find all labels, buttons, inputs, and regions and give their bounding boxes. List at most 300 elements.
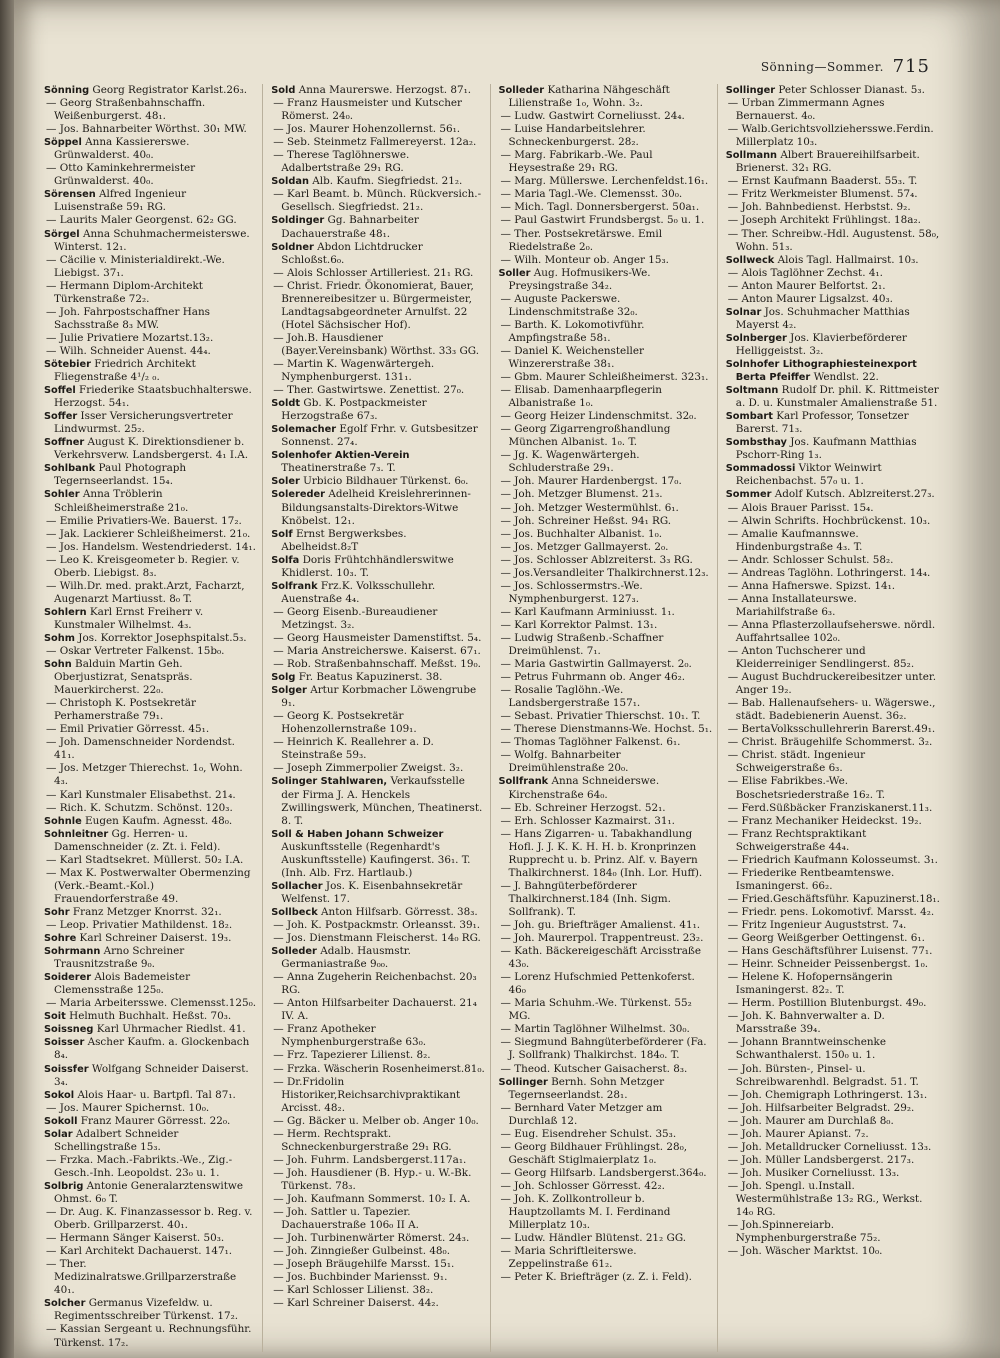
directory-entry [44, 1036, 258, 1062]
entry-surname: Sörensen [44, 189, 96, 201]
directory-entry [726, 828, 940, 854]
directory-entry [726, 736, 940, 749]
entry-surname: Sötebier [44, 358, 91, 370]
directory-entry [271, 449, 485, 475]
entry-surname: Solfrank [271, 580, 318, 592]
directory-entry [726, 775, 940, 801]
directory-entry [44, 97, 258, 123]
directory-entry [499, 749, 713, 775]
directory-entry [499, 423, 713, 449]
entry-details: Urbicio Bildhauer Türkenst. 6₀. [299, 475, 469, 488]
entry-surname: Sohlbank [44, 463, 96, 475]
entry-surname: Söppel [44, 137, 82, 149]
directory-entry [726, 97, 940, 123]
directory-entry [271, 932, 485, 945]
entry-details: Adolf Kutsch. Ablzreiterst.27₃. [771, 488, 935, 501]
entry-details: — Julie Privatiere Mozartst.13₂. [46, 331, 214, 344]
directory-entry [271, 241, 485, 267]
entry-surname: Sollfrank [498, 776, 549, 788]
entry-details: — Joh. Bürsten-, Pinsel- u. Schreibwarenhdl. Belgradst. 51. T. [727, 1062, 919, 1088]
directory-entry [499, 971, 713, 997]
directory-entry [271, 762, 485, 775]
entry-details: Ascher Kaufm. a. Glockenbach 8₄. [54, 1036, 250, 1062]
entry-details: — Christ. städt. Ingenieur Schweigerstraße 6₃. [727, 749, 866, 775]
directory-entry [271, 149, 485, 175]
entry-details: Jos. Schuhmacher Matthias Mayerst 4₂. [735, 305, 910, 331]
entry-details: — Alois Brauer Parisst. 15₄. [727, 501, 874, 514]
directory-entry [271, 684, 485, 710]
entry-details: — Maria Gastwirtin Gallmayerst. 2₀. [500, 658, 692, 671]
entry-details: — Anna Hafnerswe. Spizst. 14₁. [727, 579, 896, 592]
entry-details: — Luise Handarbeitslehrer. Schneckenburgerst. 28₂. [500, 123, 646, 149]
entry-surname: Soisser [44, 1037, 85, 1049]
directory-entry [499, 580, 713, 606]
entry-details: — Gg. Bäcker u. Melber ob. Anger 10₀. [273, 1114, 479, 1127]
entry-details: — Laurits Maler Georgenst. 62₂ GG. [46, 214, 237, 227]
directory-entry [271, 488, 485, 527]
entry-surname: Soffer [44, 411, 78, 423]
directory-entry [44, 306, 258, 332]
entry-details: — Otto Kaminkehrermeister Grünwalderst. 40₀. [46, 162, 196, 188]
directory-entry [726, 502, 940, 515]
directory-entry [271, 580, 485, 606]
directory-entry [499, 175, 713, 188]
entry-details: — Georg Eisenb.-Bureaudiener Metzingst. 3₂. [273, 605, 438, 631]
entry-details: Franz Metzger Knorrst. 32₁. [69, 905, 222, 918]
entry-details: — Emil Privatier Görresst. 45₁. [46, 723, 210, 736]
directory-entry [726, 1154, 940, 1167]
directory-entry [726, 997, 940, 1010]
directory-entry [44, 1128, 258, 1154]
directory-entry [44, 280, 258, 306]
column-1 [44, 84, 263, 1352]
entry-details: — Rosalie Taglöhn.-We. Landsbergerstraße 157₁. [500, 684, 641, 710]
directory-entry [726, 267, 940, 280]
entry-details: — Georg Weißgerber Oettingenst. 6₁. [727, 932, 925, 945]
entry-details: — Karl Kunstmaler Elisabethst. 21₄. [46, 788, 236, 801]
directory-entry [44, 1154, 258, 1180]
entry-details: Anna Tröblerin Schleißheimerstraße 21₀. [54, 488, 189, 514]
directory-entry [44, 188, 258, 214]
entry-surname: Solnar [725, 306, 762, 318]
entry-details: Gg. Herren- u. Damenschneider (z. Zt. i. Feld). [54, 827, 221, 853]
directory-entry [44, 162, 258, 188]
entry-details: Anna Maurerswe. Herzogst. 87₁. [295, 84, 472, 96]
entry-details: — Herm. Postillion Blutenburgst. 49₀. [727, 997, 927, 1010]
entry-surname: Sollinger [725, 85, 776, 96]
entry-details: — Joh. Kaufmann Sommerst. 10₂ I. A. [273, 1192, 471, 1205]
directory-entry [499, 1141, 713, 1167]
entry-details: Balduin Martin Geh. Oberjustizrat, Senatspräs. Mauerkircherst. 22₀. [54, 658, 193, 697]
directory-entry [271, 1245, 485, 1258]
directory-entry [44, 906, 258, 919]
directory-entry [44, 919, 258, 932]
directory-entry [44, 358, 258, 384]
entry-details: — Joh.B. Hausdiener (Bayer.Vereinsbank) Wörthst. 33₃ GG. [273, 331, 480, 357]
entry-surname: Solleder [498, 85, 545, 96]
entry-details: Franz Maurer Görresst. 22₀. [77, 1114, 231, 1127]
directory-entry [726, 671, 940, 697]
entry-surname: Sohnle [44, 815, 82, 827]
entry-details: — Jos. Dienstmann Fleischerst. 14₀ RG. [273, 932, 481, 945]
entry-details: — Anna Installateurswe. Mariahilfstraße 6₃. [727, 592, 857, 618]
directory-entry [271, 606, 485, 632]
entry-details: — Joh. Müller Landsbergerst. 217₃. [727, 1153, 915, 1166]
entry-details: — Ludw. Händler Blütenst. 21₂ GG. [500, 1232, 687, 1245]
entry-details: — Alois Taglöhner Zechst. 4₁. [727, 266, 883, 279]
directory-entry [271, 358, 485, 384]
directory-entry [271, 214, 485, 240]
entry-details: — Sebast. Privatier Thierschst. 10₁. T. [500, 710, 701, 723]
entry-details: — Georg Zigarrengroßhandlung München Albanist. 1₀. T. [500, 423, 671, 449]
entry-details: — Rob. Straßenbahnschaff. Meßst. 19₀. [273, 658, 481, 671]
entry-surname: Solleder [271, 946, 317, 958]
directory-entry [499, 1063, 713, 1076]
entry-details: Frz.K. Volksschullehr. Auenstraße 4₄. [281, 579, 436, 605]
entry-details: Katharina Nähgeschäft Lilienstraße 1₀, Wohn. 3₂. [508, 84, 670, 110]
entry-details: — Jak. Lackierer Schleißheimerst. 21₀. [46, 527, 251, 540]
entry-details: — Joseph Zimmerpolier Zweigst. 3₂. [273, 762, 464, 775]
entry-details: — Cäcilie v. Ministerialdirekt.-We. Liebigst. 37₁. [46, 253, 225, 279]
directory-entry [44, 228, 258, 254]
entry-details: Karl Professor, Tonsetzer Barerst. 71₃. [735, 410, 909, 436]
entry-details: — Joh.Spinnereiarb. Nymphenburgerstraße 75₂. [727, 1219, 881, 1245]
directory-entry [726, 254, 940, 267]
directory-entry [726, 1063, 940, 1089]
entry-details: — Joh. Fahrpostschaffner Hans Sachsstraße 8₃ MW. [46, 305, 210, 331]
directory-entry [499, 502, 713, 515]
entry-surname: Sold [271, 85, 296, 96]
directory-entry [271, 632, 485, 645]
entry-details: — Joh. Maurer am Durchlaß 8₀. [727, 1114, 894, 1127]
entry-surname: Sollweck [725, 254, 775, 266]
directory-entry [499, 802, 713, 815]
directory-entry [499, 880, 713, 919]
directory-entry [726, 945, 940, 958]
entry-details: — Karl Kaufmann Arminiusst. 1₁. [500, 605, 675, 618]
directory-entry [499, 1167, 713, 1180]
entry-surname: Solbrig [44, 1180, 84, 1192]
directory-entry [271, 1167, 485, 1193]
directory-entry [726, 971, 940, 997]
directory-entry [44, 802, 258, 815]
directory-entry [499, 110, 713, 123]
entry-details: — Georg Bildhauer Frühlingst. 28₀, Geschäft Stiglmaierplatz 1₀. [500, 1140, 688, 1166]
directory-entry [271, 1063, 485, 1076]
entry-details: Anna Kassiererswe. Grünwalderst. 40₀. [54, 136, 190, 162]
entry-details: — Joh. Metzger Westermühlst. 6₁. [500, 501, 679, 514]
entry-details: Fr. Beatus Kapuzinerst. 38. [295, 671, 443, 684]
directory-entry [44, 632, 258, 645]
directory-entry [499, 619, 713, 632]
directory-entry [44, 854, 258, 867]
directory-page [14, 0, 1000, 1358]
directory-entry [499, 723, 713, 736]
directory-columns [44, 84, 944, 1352]
directory-entry [726, 488, 940, 501]
directory-entry [726, 1180, 940, 1219]
directory-entry [499, 1193, 713, 1232]
entry-details: — Helene K. Hofopernsängerin Ismaningerst. 82₂. T. [727, 971, 893, 997]
directory-entry [271, 971, 485, 997]
entry-details: Doris Frühtchhändlerswitwe Khidlerst. 10₃. T. [281, 553, 454, 579]
entry-surname: Soltmann [725, 385, 779, 397]
directory-entry [271, 175, 485, 188]
entry-surname: Sokoll [44, 1115, 78, 1127]
entry-details: — Rich. K. Schutzm. Schönst. 120₃. [46, 801, 233, 814]
entry-details: Gg. Bahnarbeiter Dachauerstraße 48₁. [281, 214, 419, 240]
directory-entry [499, 371, 713, 384]
directory-entry [44, 971, 258, 997]
directory-entry [726, 280, 940, 293]
entry-details: — Siegmund Bahngüterbeförderer (Fa. J. Sollfrank) Thalkirchst. 184₀. T. [500, 1036, 707, 1062]
directory-entry [726, 1036, 940, 1062]
directory-entry [499, 228, 713, 254]
entry-details: — Therese Dienstmanns-We. Hochst. 5₁. [500, 723, 713, 736]
directory-entry [44, 762, 258, 788]
directory-entry [499, 267, 713, 293]
entry-details: — Heinrich K. Reallehrer a. D. Steinstraße 59₃. [273, 736, 434, 762]
entry-surname: Sollacher [271, 880, 323, 892]
directory-entry [726, 1089, 940, 1102]
directory-entry [44, 554, 258, 580]
entry-details: Anton Hilfsarb. Görresst. 38₃. [317, 905, 478, 918]
entry-details: — Joh. K. Zollkontrolleur b. Hauptzollamts M. I. Ferdinand Millerplatz 10₃. [500, 1192, 671, 1232]
directory-entry [726, 1245, 940, 1258]
entry-surname: Soll & Haben Johann Schweizer [271, 828, 444, 840]
directory-entry [726, 332, 940, 358]
directory-entry [499, 775, 713, 801]
entry-details: — Georg Straßenbahnschaffn. Weißenburgerst. 48₁. [46, 97, 206, 123]
entry-surname: Sommer [725, 489, 772, 501]
entry-details: Helmuth Buchhalt. Heßst. 70₃. [65, 1010, 232, 1023]
entry-details: — Auguste Packerswe. Lindenschmitstraße 32₀. [500, 292, 638, 318]
entry-details: Bernh. Sohn Metzger Tegernseerlandst. 28₁. [508, 1075, 665, 1101]
entry-details: — Peter K. Briefträger (z. Z. i. Feld). [500, 1271, 692, 1284]
directory-entry [726, 228, 940, 254]
entry-details: Karl Ernst Freiherr v. Kunstmaler Wilhelmst. 4₃. [54, 605, 204, 631]
entry-surname: Sollmann [725, 150, 778, 162]
entry-details: — Karl Schreiner Daiserst. 44₂. [273, 1297, 439, 1310]
directory-entry [44, 332, 258, 345]
entry-details: — Franz Apotheker Nymphenburgerstraße 63₀. [273, 1023, 427, 1049]
directory-entry [271, 1232, 485, 1245]
directory-entry [726, 854, 940, 867]
directory-entry [271, 1128, 485, 1154]
entry-details: — Barth. K. Lokomotivführ. Ampfingstraße 58₁. [500, 318, 645, 344]
entry-details: — Maria Arbeitersswe. Clemensst.125₀. [46, 997, 257, 1010]
entry-details: Paul Photograph Tegernseerlandst. 15₄. [54, 462, 187, 488]
entry-details: — Joh. K. Bahnverwalter a. D. Marsstraße 39₄. [727, 1010, 885, 1036]
directory-entry [271, 84, 485, 97]
entry-surname: Sohler [44, 489, 80, 501]
entry-details: — August Buchdruckereibesitzer unter. Anger 19₂. [727, 671, 937, 697]
directory-entry [726, 175, 940, 188]
directory-entry [726, 1141, 940, 1154]
entry-details: — Amalie Kaufmannswe. Hindenburgstraße 4₃. T. [727, 527, 863, 553]
entry-details: — Ther. Postsekretärswe. Emil Riedelstraße 2₀. [500, 227, 663, 253]
directory-entry [44, 658, 258, 697]
directory-entry [44, 488, 258, 514]
directory-entry [499, 254, 713, 267]
entry-details: — Fritz Werkmeister Blumenst. 57₄. [727, 188, 918, 201]
directory-entry [44, 1180, 258, 1206]
directory-entry [271, 1049, 485, 1062]
entry-details: Jos. Korrektor Josephspitalst.5₃. [74, 631, 247, 644]
entry-surname: Sombsthay [725, 437, 787, 449]
entry-details: — Friedr. pens. Lokomotivf. Marsst. 4₂. [727, 905, 935, 918]
entry-details: — Wilh.Dr. med. prakt.Arzt, Facharzt, Augenarzt Martiusst. 8₀ T. [46, 579, 245, 605]
entry-details: — Hans Zigarren- u. Tabakhandlung Hofl. J. J. K. K. H. H. b. Kronprinzen Rupprecht u. b. Prinz. Alf. v. Bayern Thalkirchnerst. 184₀ (Inh. Lor. Huff). [500, 827, 703, 879]
directory-entry [271, 123, 485, 136]
entry-surname: Soldan [271, 176, 309, 188]
directory-entry [499, 149, 713, 175]
entry-details: — Friederike Rentbeamtenswe. Ismaningerst. 66₂. [727, 866, 895, 892]
entry-details: — Hans Geschäftsführer Luisenst. 77₁. [727, 945, 933, 958]
entry-details: — Joh. Musiker Corneliusst. 13₃. [727, 1166, 900, 1179]
entry-surname: Sohlern [44, 606, 87, 618]
entry-details: Auskunftsstelle (Regenhardt's Auskunftsstelle) Kaufingerst. 36₁. T. (Inh. Alb. Frz. Hartlaub.) [281, 840, 471, 879]
entry-details: — Leo K. Kreisgeometer b. Regier. v. Oberb. Liebigst. 8₃. [46, 553, 240, 579]
entry-details: — Jos. Metzger Thierechst. 1₀, Wohn. 4₃. [46, 762, 243, 788]
directory-entry [271, 736, 485, 762]
directory-entry [271, 332, 485, 358]
directory-entry [271, 1258, 485, 1271]
directory-entry [271, 97, 485, 123]
entry-details: Adelheid Kreislehrerinnen-Bildungsanstalts-Direktors-Witwe Knöbelst. 12₁. [281, 488, 471, 527]
entry-details: — Joh. Wäscher Marktst. 10₀. [727, 1245, 883, 1258]
directory-entry [271, 423, 485, 449]
directory-entry [44, 828, 258, 854]
entry-details: — Emilie Privatiers-We. Bauerst. 17₂. [46, 514, 242, 527]
directory-entry [44, 384, 258, 410]
directory-entry [726, 123, 940, 149]
entry-details: — Christoph K. Postsekretär Perhamerstraße 79₁. [46, 697, 196, 723]
entry-surname: Sohn [44, 659, 72, 671]
entry-details: — Ludwig Straßenb.-Schaffner Dreimühlenst. 7₁. [500, 631, 664, 658]
entry-details: Jos. Klavierbeförderer Helliggeistst. 3₂. [735, 331, 907, 357]
entry-details: — Joh. Zinngießer Gulbeinst. 48₀. [273, 1245, 451, 1258]
entry-details: — Frzka. Wäscherin Rosenheimerst.81₀. [273, 1062, 485, 1075]
directory-entry [726, 567, 940, 580]
directory-entry [726, 358, 940, 384]
entry-surname: Solinger Stahlwaren, [271, 776, 388, 788]
entry-surname: Solcher [44, 1298, 86, 1310]
entry-details: — Frzka. Mach.-Fabrikts.-We., Zig.-Gesch.-Inh. Leopoldst. 23₀ u. 1. [46, 1153, 233, 1179]
entry-details: — Joh. Maurer Apianst. 7₂. [727, 1127, 869, 1140]
directory-entry [44, 1297, 258, 1323]
entry-details: — Joh. Sattler u. Tapezier. Dachauerstraße 106₀ II A. [273, 1206, 419, 1232]
directory-entry [726, 201, 940, 214]
entry-details: — J. Bahngüterbeförderer Thalkirchnerst.184 (Inh. Sigm. Sollfrank). T. [500, 879, 671, 918]
directory-entry [499, 1076, 713, 1102]
directory-entry [271, 384, 485, 397]
directory-entry [499, 488, 713, 501]
entry-details: Wendlst. 22. [810, 371, 879, 384]
entry-details: — Joh. K. Postpackmstr. Orleansst. 39₁. [273, 919, 481, 931]
directory-entry [726, 906, 940, 919]
entry-details: — Joh. Fuhrm. Landsbergerst.117a₁. [273, 1153, 467, 1166]
entry-surname: Solfa [271, 554, 300, 566]
directory-entry [499, 1232, 713, 1245]
entry-details: — Bernhard Vater Metzger am Durchlaß 12. [500, 1101, 663, 1127]
directory-entry [271, 1154, 485, 1167]
entry-surname: Solg [271, 672, 296, 684]
directory-entry [44, 723, 258, 736]
entry-details: — Joh. Turbinenwärter Römerst. 24₃. [273, 1232, 470, 1245]
directory-entry [499, 214, 713, 227]
entry-surname: Sokol [44, 1089, 75, 1101]
directory-entry [726, 932, 940, 945]
directory-entry [499, 945, 713, 971]
column-3 [499, 84, 718, 1352]
entry-surname: Solereder [271, 489, 326, 501]
entry-details: — Fritz Ingenieur Auguststrst. 7₄. [727, 919, 907, 931]
directory-entry [499, 684, 713, 710]
entry-details: — Eb. Schreiner Herzogst. 52₁. [500, 801, 666, 814]
directory-entry [726, 384, 940, 410]
entry-details: — Maria Schuhm.-We. Türkenst. 55₂ MG. [500, 997, 692, 1023]
entry-surname: Soissneg [44, 1024, 94, 1036]
entry-details: — Jos. Handelsm. Westendriederst. 14₁. [46, 540, 256, 553]
directory-entry [271, 645, 485, 658]
directory-entry [44, 1115, 258, 1128]
directory-entry [271, 880, 485, 906]
entry-details: Alb. Kaufm. Siegfriedst. 21₂. [309, 175, 463, 188]
entry-details: — Wolfg. Bahnarbeiter Dreimühlenstraße 20₀. [500, 749, 629, 775]
entry-details: — Anna Pflasterzollaufseherswe. nördl. Auffahrtsallee 102₀. [727, 618, 936, 644]
directory-entry [726, 815, 940, 828]
entry-details: — Jos. Metzger Gallmayerst. 2₀. [500, 540, 669, 553]
directory-entry [44, 123, 258, 136]
directory-entry [726, 1167, 940, 1180]
entry-details: Verkaufsstelle der Firma J. A. Henckels Zwillingswerk, München, Theatinerst. 8. T. [281, 775, 483, 827]
directory-entry [499, 84, 713, 110]
entry-details: — Joh. Hausdiener (B. Hyp.- u. W.-Bk. Türkenst. 78₃. [273, 1166, 472, 1192]
entry-details: Anna Schuhmachermeisterswe. Winterst. 12₁. [54, 227, 250, 253]
entry-details: — Hermann Sänger Kaiserst. 50₃. [46, 1232, 225, 1245]
directory-entry [271, 528, 485, 554]
entry-details: — Georg Heizer Lindenschmitst. 32₀. [500, 410, 697, 423]
entry-details: — Erh. Schlosser Kazmairst. 31₁. [500, 814, 675, 827]
directory-entry [44, 254, 258, 280]
directory-entry [44, 815, 258, 828]
entry-details: — Kassian Sergeant u. Rechnungsführ. Türkenst. 17₂. [46, 1323, 252, 1349]
entry-surname: Sönning [44, 85, 90, 96]
entry-details: — BertaVolksschullehrerin Barerst.49₁. [727, 723, 936, 736]
entry-details: — Paul Gastwirt Frundsbergst. 5₀ u. 1. [500, 214, 705, 227]
entry-details: — Jos. Schlossermstrs.-We. Nymphenburgerst. 127₃. [500, 579, 643, 605]
entry-details: — Elise Fabrikbes.-We. Boschetsriederstraße 16₂. T. [727, 775, 886, 801]
directory-entry [44, 736, 258, 762]
page-header [44, 58, 930, 78]
entry-details: — Georg Hilfsarb. Landsbergerst.364₀. [500, 1166, 707, 1179]
directory-entry [499, 1180, 713, 1193]
directory-entry [499, 606, 713, 619]
entry-details: Ernst Bergwerksbes. Abelheidst.8₂T [281, 527, 407, 553]
entry-surname: Sohnleitner [44, 828, 109, 840]
directory-entry [726, 149, 940, 175]
entry-details: Egolf Frhr. v. Gutsbesitzer Sonnenst. 27₄. [281, 423, 478, 449]
directory-entry [44, 1023, 258, 1036]
entry-details: — Bab. Hallenaufsehers- u. Wägerswe., städt. Badebienerin Auenst. 36₂. [727, 697, 936, 723]
directory-entry [271, 1023, 485, 1049]
directory-entry [726, 1102, 940, 1115]
entry-surname: Soldinger [271, 215, 325, 227]
directory-entry [726, 749, 940, 775]
entry-details: Aug. Hofmusikers-We. Preysingstraße 34₂. [508, 266, 651, 292]
directory-entry [726, 723, 940, 736]
